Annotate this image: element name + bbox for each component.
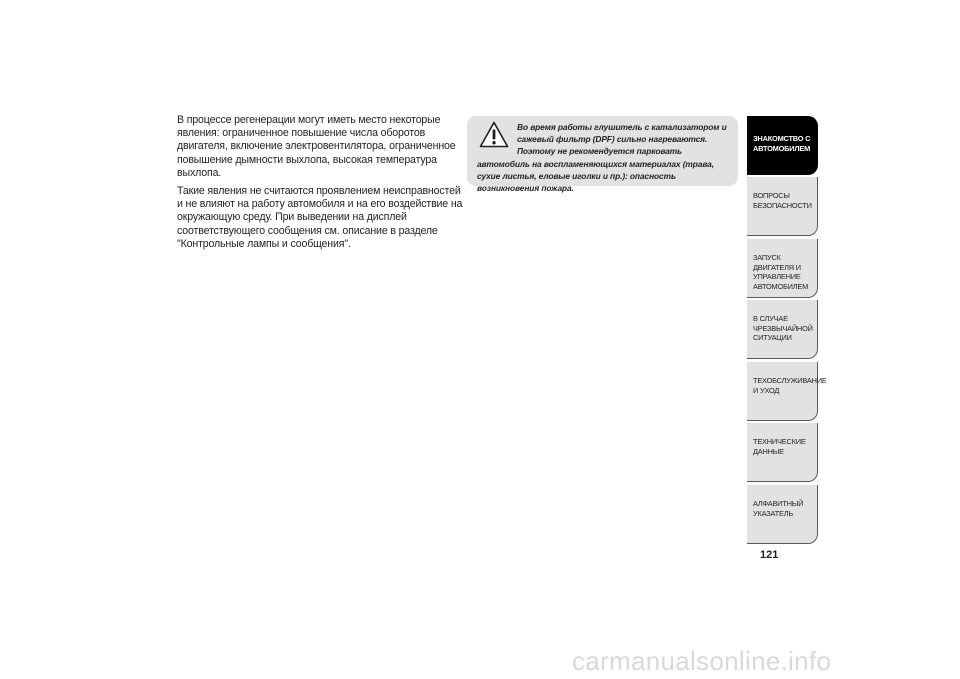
tab-label: ВОПРОСЫ БЕЗОПАСНОСТИ bbox=[753, 191, 812, 210]
body-paragraph-2: Такие явления не считаются проявлением неисправностей и не влияют на работу автомобиля и на его воздействие на окружающую среду. При выведении на дисплей соответствующего сообщения см. описание в разделе "Контрольные лампы и сообщения". bbox=[177, 185, 463, 250]
tab-label: АЛФАВИТНЫЙ УКАЗАТЕЛЬ bbox=[753, 499, 804, 518]
warning-box bbox=[467, 116, 738, 194]
tab-label: ТЕХОБСЛУЖИВАНИЕ И УХОД bbox=[753, 376, 827, 395]
tab-label: В СЛУЧАЕ ЧРЕЗВЫЧАЙНОЙ СИТУАЦИИ bbox=[753, 314, 813, 343]
body-paragraph-1: В процессе регенерации могут иметь место некоторые явления: ограниченное повышение числа оборотов двигателя, включение электровентилятора, ограниченное повышение дымности выхлопа, высокая температура выхлопа. bbox=[177, 114, 456, 179]
tab-maintenance[interactable] bbox=[747, 362, 827, 421]
tab-safety[interactable] bbox=[747, 177, 818, 236]
warning-text-content: Во время работы глушитель с катализатором и сажевый фильтр (DPF) сильно нагреваются. Поэтому не рекомендуется парковать автомобиль на воспламеняющихся материалах (трава, сухие листья, еловые иголки и пр.): опасность возникновения пожара. bbox=[477, 122, 727, 194]
page-number: 121 bbox=[760, 549, 779, 561]
body-text bbox=[177, 114, 463, 256]
tab-emergency[interactable] bbox=[747, 300, 818, 359]
watermark: carmanualsonline.info bbox=[572, 646, 832, 676]
section-tabs bbox=[747, 116, 827, 546]
tab-label: ТЕХНИЧЕСКИЕ ДАННЫЕ bbox=[753, 437, 806, 456]
tab-starting-driving[interactable] bbox=[747, 239, 818, 298]
tab-index[interactable] bbox=[747, 485, 818, 544]
tab-label: ЗНАКОМСТВО С АВТОМОБИЛЕМ bbox=[753, 134, 811, 153]
tab-label: ЗАПУСК ДВИГАТЕЛЯ И УПРАВЛЕНИЕ АВТОМОБИЛЕМ bbox=[753, 253, 809, 291]
tab-intro[interactable] bbox=[747, 116, 818, 175]
warning-text bbox=[477, 121, 733, 194]
tab-technical-data[interactable] bbox=[747, 423, 818, 482]
